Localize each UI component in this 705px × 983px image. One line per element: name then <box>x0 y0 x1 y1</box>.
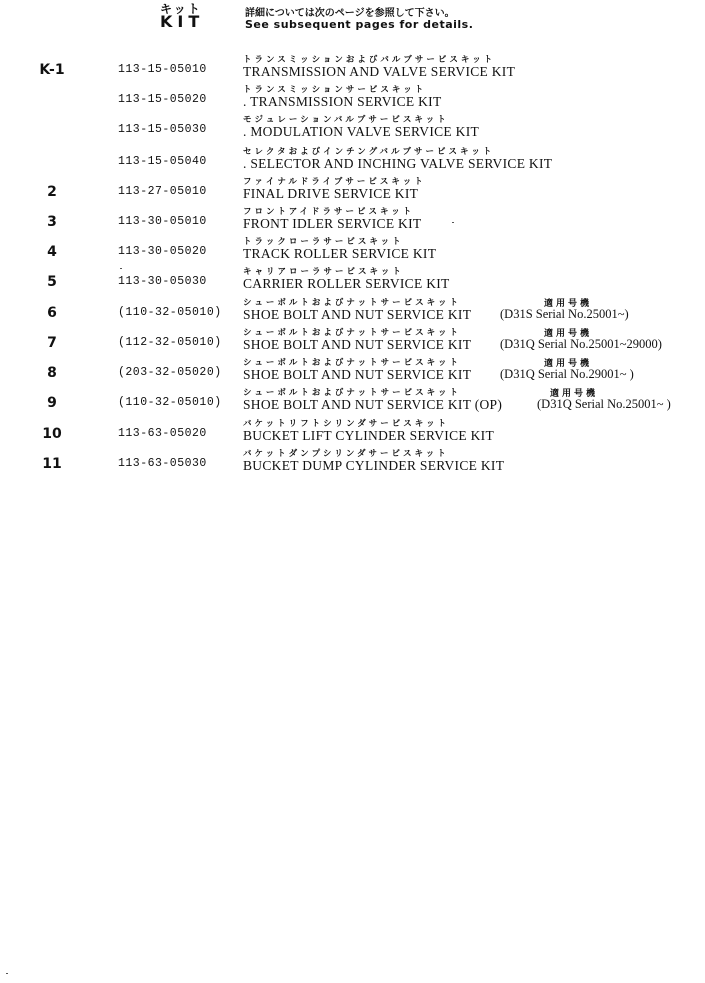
item-name-jp: シューボルトおよびナットサービスキット <box>243 388 461 398</box>
item-index: 11 <box>42 456 62 472</box>
list-item <box>0 326 705 356</box>
item-name-en: FRONT IDLER SERVICE KIT <box>243 216 422 231</box>
applicable-model-label-jp: 適用号機 <box>544 359 593 369</box>
item-index: 7 <box>47 335 57 351</box>
item-name-en: . TRANSMISSION SERVICE KIT <box>243 94 442 109</box>
kit-title-en: KIT <box>160 12 205 31</box>
item-name-jp: トランスミッションおよびバルブサービスキット <box>243 55 496 65</box>
item-name-en: . SELECTOR AND INCHING VALVE SERVICE KIT <box>243 156 553 171</box>
item-name-en: TRANSMISSION AND VALVE SERVICE KIT <box>243 64 516 79</box>
part-number: (203-32-05020) <box>118 366 222 379</box>
item-name-jp: バケットダンプシリンダサービスキット <box>243 449 449 459</box>
list-item <box>0 296 705 326</box>
details-note-en: See subsequent pages for details. <box>245 18 474 31</box>
part-number: 113-30-05030 <box>118 275 207 288</box>
item-index: 6 <box>47 305 57 321</box>
part-number: (110-32-05010) <box>118 396 222 409</box>
list-item <box>0 356 705 386</box>
item-name-jp: シューボルトおよびナットサービスキット <box>243 328 461 338</box>
item-name-en: . MODULATION VALVE SERVICE KIT <box>243 124 480 139</box>
list-item <box>0 53 705 83</box>
item-name-en: SHOE BOLT AND NUT SERVICE KIT <box>243 337 472 352</box>
list-item <box>0 145 705 175</box>
list-item <box>0 235 705 265</box>
applicable-model-label-jp: 適用号機 <box>550 389 599 399</box>
list-item <box>0 417 705 447</box>
item-index: K-1 <box>39 62 65 78</box>
item-index: 8 <box>47 365 57 381</box>
item-index: 3 <box>47 214 57 230</box>
item-index: 4 <box>47 244 57 260</box>
item-name-jp: バケットリフトシリンダサービスキット <box>243 419 450 429</box>
item-name-jp: フロントアイドラサービスキット <box>243 207 415 217</box>
item-index: 10 <box>42 426 62 442</box>
item-name-jp: シューボルトおよびナットサービスキット <box>243 358 461 368</box>
serial-range: (D31Q Serial No.25001~29000) <box>500 337 662 351</box>
item-name-jp: シューボルトおよびナットサービスキット <box>243 298 461 308</box>
item-name-en: BUCKET DUMP CYLINDER SERVICE KIT <box>243 458 505 473</box>
item-name-jp: キャリアローラサービスキット <box>243 267 404 277</box>
list-item <box>0 265 705 295</box>
serial-range: (D31Q Serial No.29001~ ) <box>500 367 634 381</box>
item-name-en: SHOE BOLT AND NUT SERVICE KIT <box>243 367 472 382</box>
part-number: 113-63-05020 <box>118 427 207 440</box>
scan-speck <box>6 973 8 974</box>
item-index: 5 <box>47 274 57 290</box>
kit-title-jp: キット <box>160 2 202 16</box>
part-number: 113-15-05030 <box>118 123 207 136</box>
list-item <box>0 113 705 143</box>
item-name-jp: ファイナルドライブサービスキット <box>243 177 426 187</box>
item-name-en: FINAL DRIVE SERVICE KIT <box>243 186 419 201</box>
item-name-jp: トランスミッションサービスキット <box>243 85 427 95</box>
part-number: 113-30-05010 <box>118 215 207 228</box>
list-item <box>0 205 705 235</box>
item-index: 2 <box>47 184 57 200</box>
list-item <box>0 447 705 477</box>
part-number: 113-15-05040 <box>118 155 207 168</box>
serial-range: (D31S Serial No.25001~) <box>500 307 629 321</box>
serial-range: (D31Q Serial No.25001~ ) <box>537 397 671 411</box>
part-number: 113-27-05010 <box>118 185 207 198</box>
item-name-en: SHOE BOLT AND NUT SERVICE KIT (OP) <box>243 397 503 412</box>
item-name-en: CARRIER ROLLER SERVICE KIT <box>243 276 450 291</box>
list-item <box>0 83 705 113</box>
item-name-jp: トラックローラサービスキット <box>243 237 404 247</box>
item-name-en: SHOE BOLT AND NUT SERVICE KIT <box>243 307 472 322</box>
item-name-en: BUCKET LIFT CYLINDER SERVICE KIT <box>243 428 495 443</box>
item-name-jp: セレクタおよびインチングバルブサービスキット <box>243 147 495 157</box>
scan-speck <box>120 268 122 269</box>
item-name-jp: モジュレーションバルブサービスキット <box>243 115 449 125</box>
item-index: 9 <box>47 395 57 411</box>
applicable-model-label-jp: 適用号機 <box>544 329 593 339</box>
scan-speck <box>452 222 454 223</box>
list-item <box>0 175 705 205</box>
details-note-jp: 詳細については次のページを参照して下さい。 <box>245 8 455 19</box>
applicable-model-label-jp: 適用号機 <box>544 299 593 309</box>
part-number: 113-15-05010 <box>118 63 207 76</box>
part-number: 113-15-05020 <box>118 93 207 106</box>
part-number: 113-63-05030 <box>118 457 207 470</box>
part-number: 113-30-05020 <box>118 245 207 258</box>
item-name-en: TRACK ROLLER SERVICE KIT <box>243 246 437 261</box>
list-item <box>0 386 705 416</box>
part-number: (112-32-05010) <box>118 336 222 349</box>
part-number: (110-32-05010) <box>118 306 222 319</box>
